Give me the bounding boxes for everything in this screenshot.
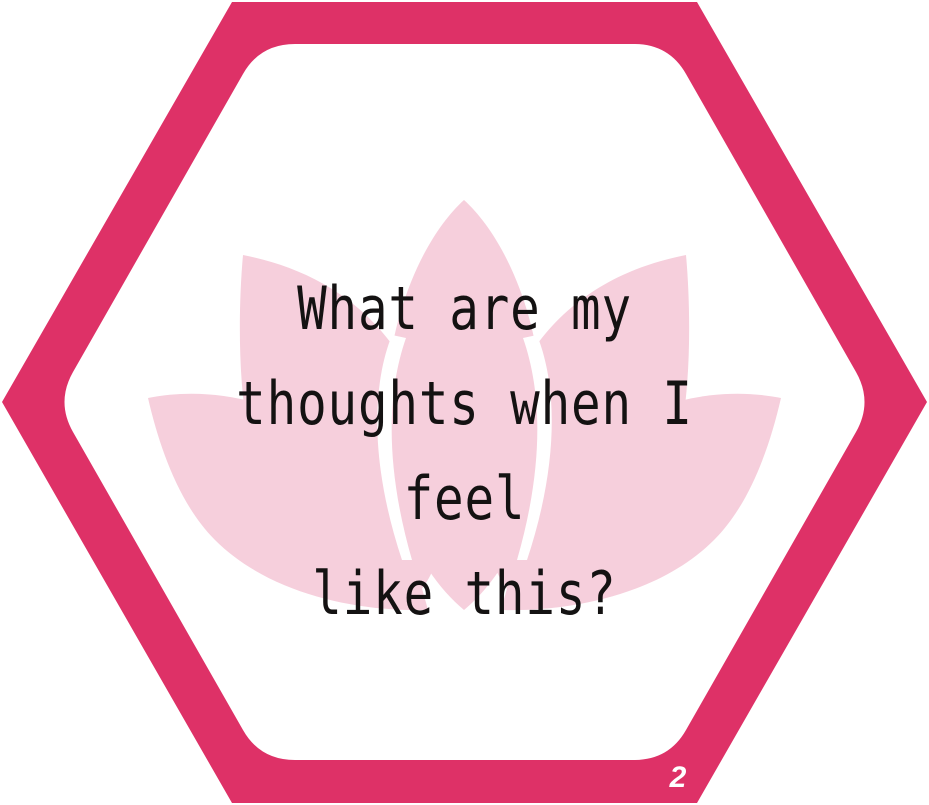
card-prompt (182, 262, 747, 642)
prompt-line: What are my (297, 274, 632, 344)
prompt-line: like this? (312, 559, 617, 629)
prompt-line: thoughts when I feel (236, 369, 693, 534)
card-number: 2 (669, 761, 687, 794)
